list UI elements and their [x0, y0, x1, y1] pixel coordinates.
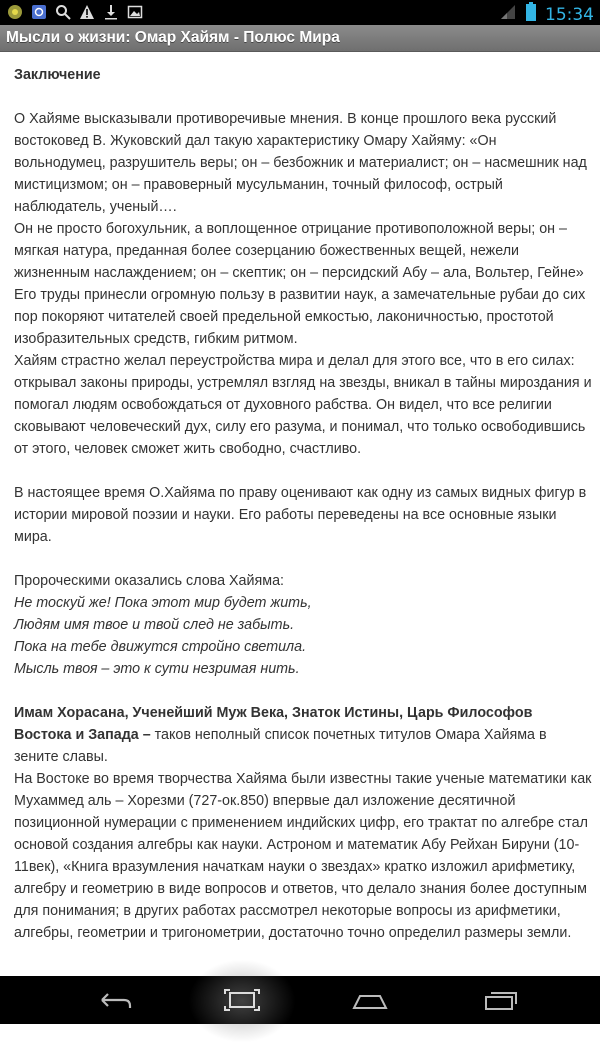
screenshot-button[interactable] [220, 984, 264, 1016]
search-icon [54, 3, 72, 21]
paragraph: Хайям страстно желал переустройства мира и делал для этого все, что в его силах: открывал законы природы, устремлял взгляд на звезды, вникал в тайны мироздания и помогал людям освобождаться от духовного рабства. Он видел, что все религии сковывают человеческий дух, силу его разума, и понимал, что только освободившись от этого, человек сможет жить свободно, счастливо. [14, 353, 592, 457]
android-icon [6, 3, 24, 21]
app-title-bar [0, 25, 600, 52]
titles-rest: таков неполный список почетных титулов Омара Хайяма в зените славы. [14, 727, 547, 765]
section-heading: Заключение [14, 67, 101, 83]
paragraph: Пророческими оказались слова Хайяма: [14, 573, 284, 589]
paragraph [14, 702, 592, 768]
clock: 15:34 [545, 4, 594, 25]
titles-bold: Имам Хорасана, Ученейший Муж Века, Знаток Истины, Царь Философов Востока и Запада – [14, 705, 533, 743]
home-icon [350, 988, 390, 1012]
screenshot-icon [222, 988, 262, 1012]
back-icon [94, 988, 134, 1012]
warning-icon [78, 3, 96, 21]
poem-line: Мысль твоя – это к сути незримая нить. [14, 661, 300, 677]
paragraph: О Хайяме высказывали противоречивые мнения. В конце прошлого века русский востоковед В. Жуковский дал такую характеристику Омару Хайяму: «Он вольнодумец, разрушитель веры; он – безбожник и материалист; он – насмешник над мистицизмом; он – правоверный мусульманин, точный философ, острый наблюдатель, ученый…. [14, 111, 587, 215]
paragraph: На Востоке во время творчества Хайяма были известны такие ученые математики как Мухаммед аль – Хорезми (727-ок.850) впервые дал изложение десятичной позиционной нумерации с применением индийских цифр, его трактат по алгебре стал основой создания алгебры как науки. Астроном и математик Абу Рейхан Бируни (10-11век), «Книга вразумления начаткам науки о звездах» кратко изложил арифметику, алгебру и геометрию в виде вопросов и ответов, что делало знания более доступным для понимания; в других работах рассмотрел некоторые вопросы из арифметики, алгебры, геометрии и тригонометрии, достаточно точно определил размеры земли. [14, 771, 592, 941]
signal-icon [499, 3, 517, 26]
home-button[interactable] [348, 984, 392, 1016]
paragraph: В настоящее время О.Хайяма по праву оценивают как одну из самых видных фигур в истории мировой поэзии и науки. Его работы переведены на все основные языки мира. [14, 485, 587, 545]
poem-line: Не тоскуй же! Пока этот мир будет жить, [14, 595, 312, 611]
poem-line: Людям имя твое и твой след не забыть. [14, 617, 295, 633]
photo-app-icon [30, 3, 48, 21]
paragraph: Он не просто богохульник, а воплощенное отрицание противоположной веры; он – мягкая натура, преданная более созерцанию божественных вещей, нежели жизненным наслаждением; он – скептик; он – персидский Абу – ала, Вольтер, Гейне» [14, 221, 584, 281]
paragraph: Его труды принесли огромную пользу в развитии наук, а замечательные рубаи до сих пор покоряют читателей своей предельной емкостью, лаконичностью, простотой изобразительных средств, гибким ритмом. [14, 287, 586, 347]
status-bar [0, 0, 600, 25]
poem-line: Пока на тебе движутся стройно светила. [14, 639, 307, 655]
download-icon [102, 3, 120, 21]
page-title: Мысли о жизни: Омар Хайям - Полюс Мира [6, 29, 340, 46]
battery-icon [525, 2, 537, 27]
navigation-bar [0, 976, 600, 1024]
recent-apps-icon [480, 988, 520, 1012]
image-icon [126, 3, 144, 21]
article-content[interactable] [14, 51, 592, 976]
recent-apps-button[interactable] [478, 984, 522, 1016]
back-button[interactable] [92, 984, 136, 1016]
